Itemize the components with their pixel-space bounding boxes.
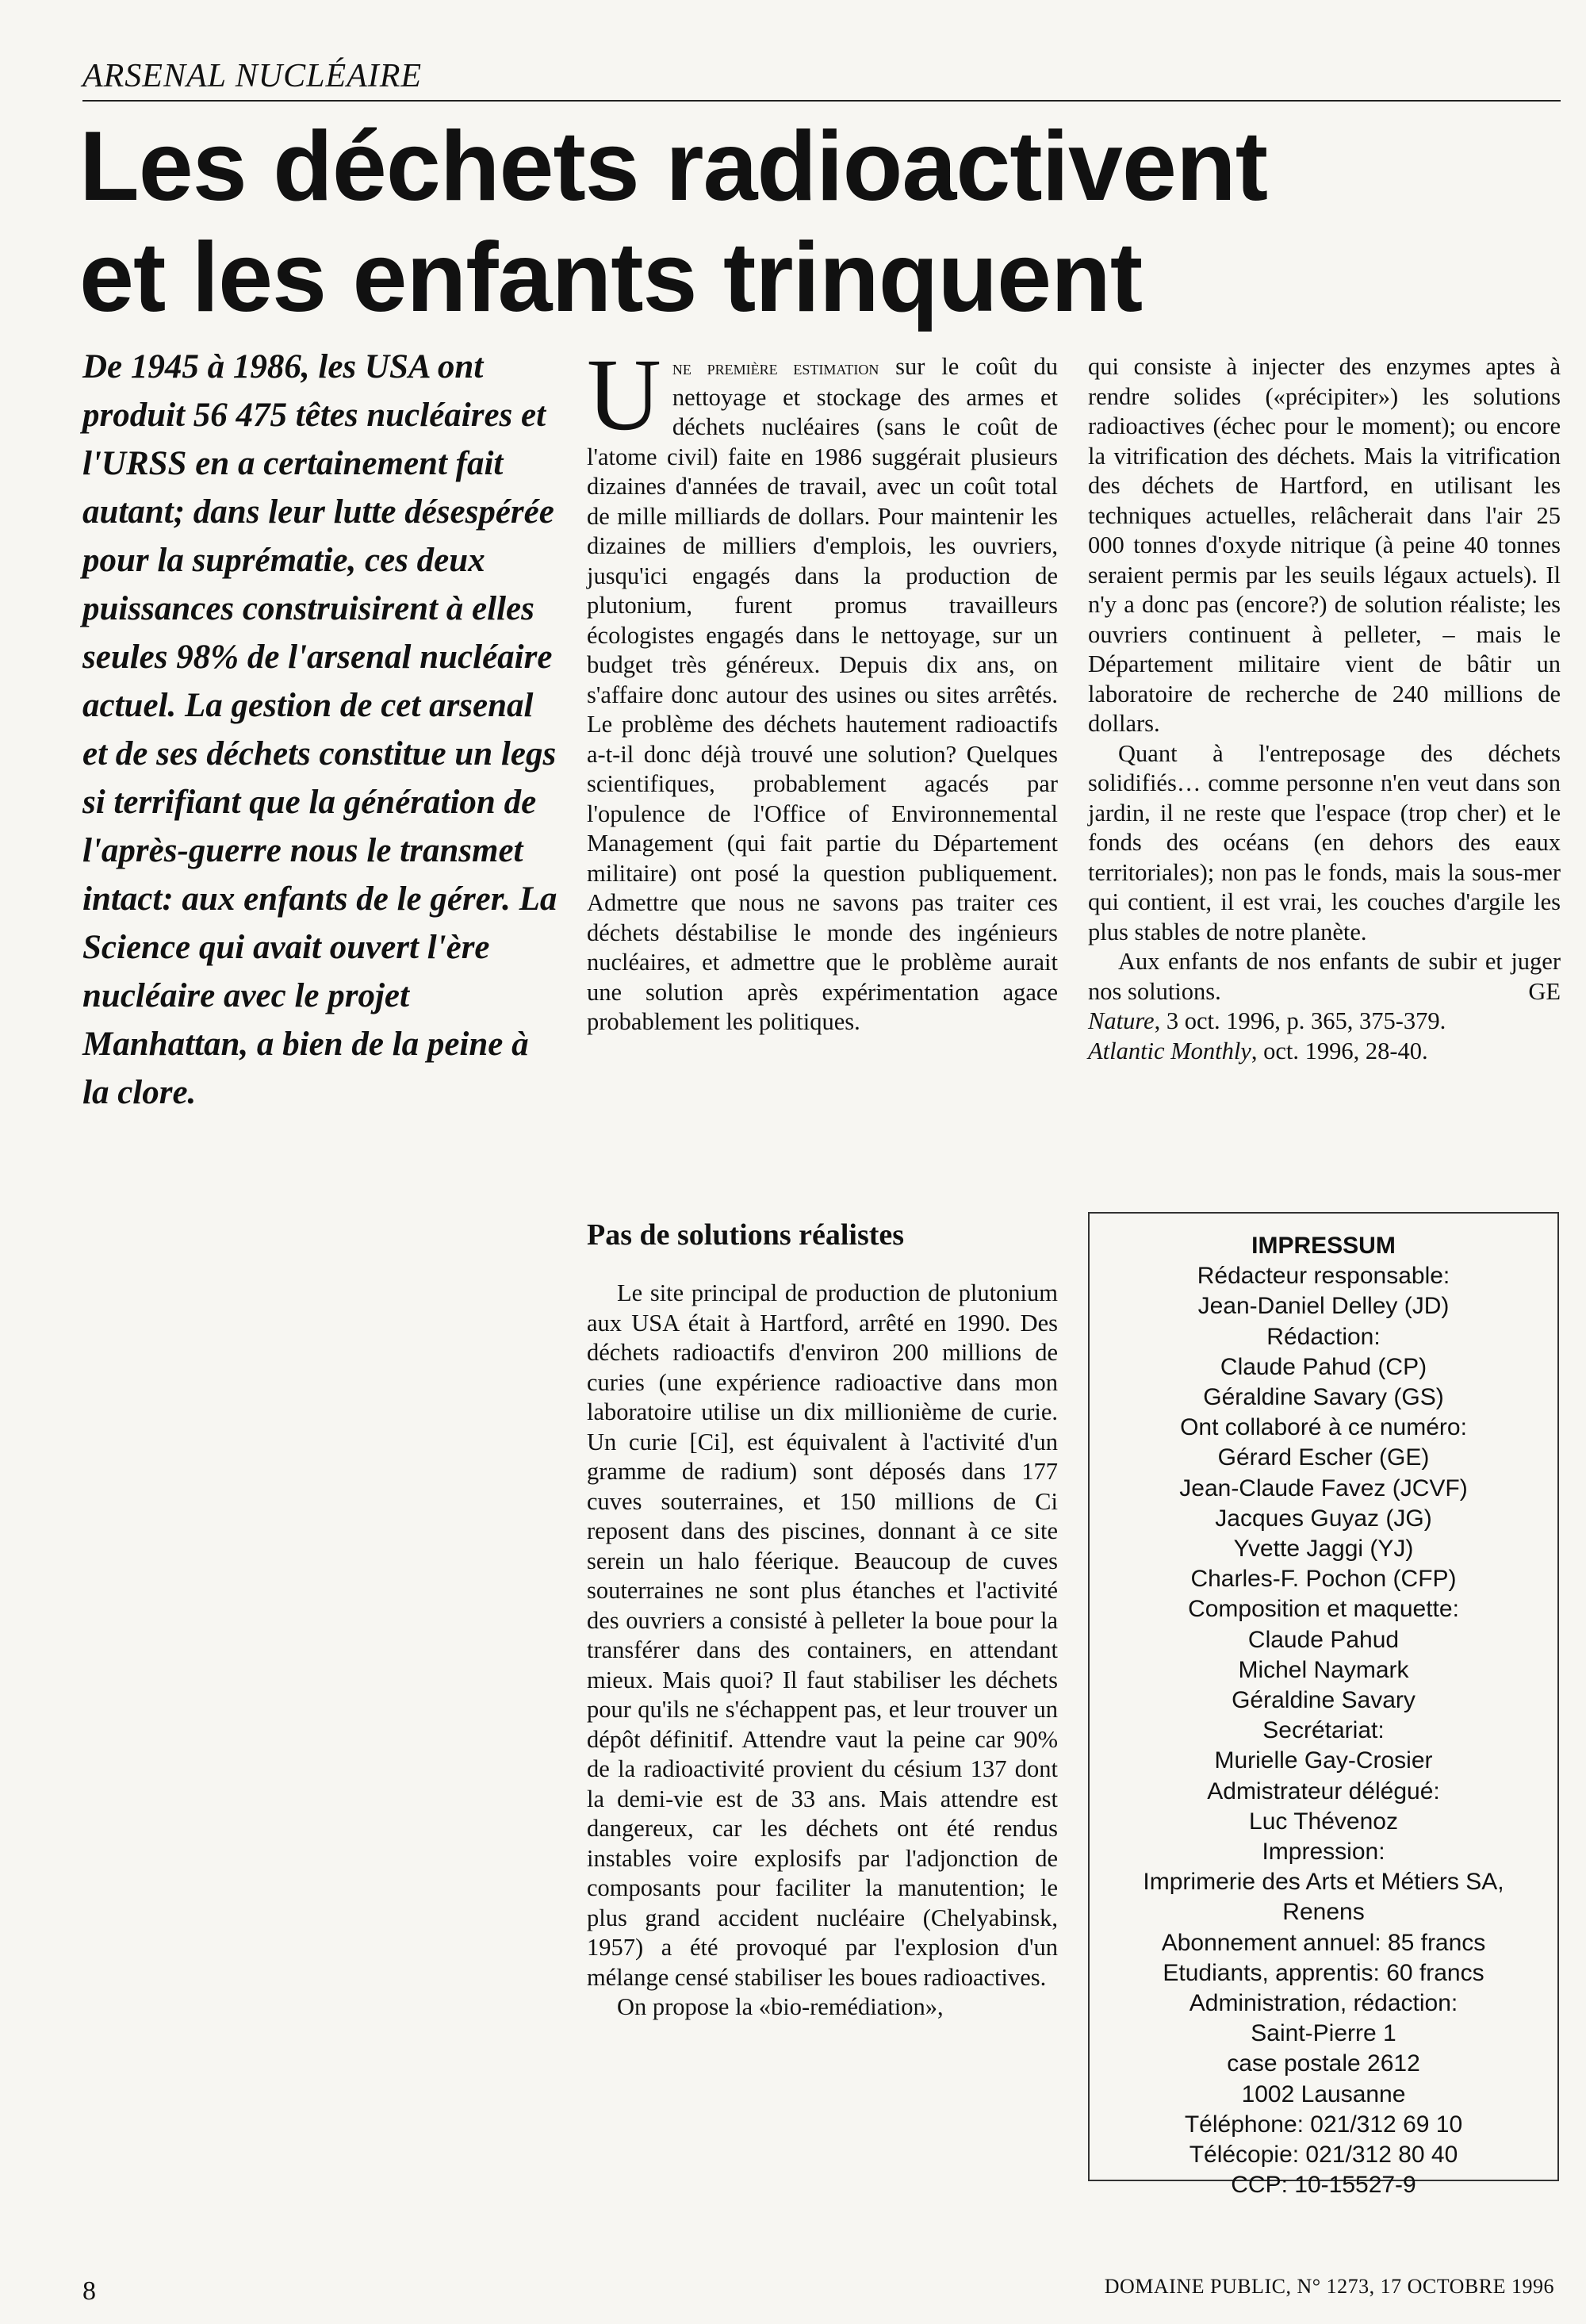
article-paragraph-3-cont: qui consiste à injecter des enzymes aptes à rendre solides («précipiter») les solutions radioactives (échec pour le moment); ou encore la vitrification des déchets. Mais la vitrification des déchets de Hartford, en utilisant les techniques actuelles, relâcherait dans l'air 25 000 tonnes d'oxyde nitrique (à peine 40 tonnes seraient permis par les seuils légaux actuels). Il n'y a donc pas (encore?) de solution réaliste; les ouvriers continuent à pelleter, – mais le Département militaire vient de bâtir un laboratoire de recherche de 240 millions de dollars. — [1088, 353, 1561, 737]
impressum-line: Michel Naymark — [1238, 1656, 1409, 1683]
article-paragraph-5 — [1088, 947, 1561, 1007]
article-paragraph-3-start: On propose la «bio-remédiation», — [617, 1993, 944, 2020]
publication-footer: DOMAINE PUBLIC, N° 1273, 17 OCTOBRE 1996 — [1104, 2275, 1554, 2298]
impressum-line: Yvette Jaggi (YJ) — [1233, 1536, 1414, 1563]
impressum-line: Impression: — [1262, 1839, 1385, 1866]
source-nature — [1088, 1007, 1561, 1037]
impressum-line: Rédaction: — [1266, 1323, 1381, 1350]
impressum-box — [1088, 1212, 1559, 2199]
author-signature: GE — [1528, 977, 1561, 1005]
article-paragraph-1 — [587, 338, 1058, 1037]
impressum-line: Jacques Guyaz (JG) — [1215, 1505, 1432, 1532]
paragraph-5-text: Aux enfants de nos enfants de subir et juger nos solutions. — [1088, 948, 1561, 1005]
opening-smallcaps: ne première estimation — [672, 356, 879, 379]
section-rubric: ARSENAL NUCLÉAIRE — [82, 58, 423, 94]
impressum-line: Géraldine Savary (GS) — [1203, 1384, 1444, 1411]
article-column-1-lower — [587, 1279, 1058, 2023]
impressum-title: IMPRESSUM — [1251, 1233, 1396, 1259]
impressum-line: Gérard Escher (GE) — [1217, 1444, 1430, 1471]
impressum-line: Saint-Pierre 1 — [1251, 2020, 1396, 2047]
impressum-line: Murielle Gay-Crosier — [1214, 1747, 1433, 1774]
headline-line-2: et les enfants trinquent — [79, 223, 1143, 332]
impressum-line: Charles-F. Pochon (CFP) — [1190, 1566, 1457, 1593]
impressum-line: Imprimerie des Arts et Métiers SA, — [1143, 1869, 1504, 1896]
impressum-line: Luc Thévenoz — [1249, 1808, 1398, 1835]
impressum-line: Claude Pahud — [1247, 1626, 1400, 1653]
impressum-line: Secrétariat: — [1262, 1717, 1385, 1744]
impressum-line: Téléphone: 021/312 69 10 — [1184, 2111, 1463, 2138]
source-atlantic — [1088, 1037, 1561, 1067]
lead-paragraph: De 1945 à 1986, les USA ont produit 56 475 têtes nucléaires et l'URSS en a certainement fait autant; dans leur lutte désespérée pour la suprématie, ces deux puissances construisirent à elles seules 98% de l'arsenal nucléaire actuel. La gestion de cet arsenal et de ses déchets constitue un legs si terrifiant que la génération de l'après-guerre nous le transmet intact: aux enfants de le gérer. La Science qui avait ouvert l'ère nucléaire avec le projet Manhattan, a bien de la peine à la clore. — [82, 348, 557, 1111]
impressum-line: Composition et maquette: — [1188, 1596, 1459, 1623]
drop-cap: U — [587, 338, 661, 452]
impressum-line: 1002 Lausanne — [1241, 2080, 1406, 2107]
impressum-line: Admistrateur délégué: — [1207, 1778, 1440, 1804]
impressum-line: CCP: 10-15527-9 — [1231, 2172, 1416, 2199]
headline-line-1: Les déchets radioactivent — [79, 112, 1267, 221]
impressum-line: case postale 2612 — [1227, 2050, 1420, 2077]
impressum-line: Abonnement annuel: 85 francs — [1161, 1929, 1486, 1956]
impressum-line: Géraldine Savary — [1232, 1687, 1416, 1714]
article-paragraph-2: Le site principal de production de plutonium aux USA était à Hartford, arrêté en 1990. Des déchets radioactifs d'environ 200 millions de curies (une expérience radioactive dans mon laboratoire utilise un dix millionième de curie. Un curie [Ci], est équivalent à l'activité d'un gramme de radium) sont déposés dans 177 cuves souterraines, et 150 millions de Ci reposent dans des piscines, donnant à ce site serein un halo féerique. Beaucoup de cuves souterraines ne sont plus étanches et l'activité des ouvriers a consisté à pelleter la boue pour la transférer dans des containers, en attendant mieux. Mais quoi? Il faut stabiliser les déchets pour qu'ils ne s'échappent pas, et leur trouver un dépôt définitif. Attendre vaut la peine car 90% de la radioactivité provient du césium 137 dont la demi-vie est de 33 ans. Mais attendre est dangereux, car les déchets ont été rendus instables voire explosifs par l'adjonction de composants pour faciliter la manutention; le plus grand accident nucléaire (Chelyabinsk, 1957) a été provoqué par l'explosion d'un mélange censé stabiliser les boues radioactives. — [587, 1279, 1058, 1991]
source-1-details: , 3 oct. 1996, p. 365, 375-379. — [1154, 1007, 1446, 1034]
impressum-line: Claude Pahud (CP) — [1220, 1353, 1427, 1380]
impressum-line: Jean-Daniel Delley (JD) — [1197, 1293, 1450, 1320]
impressum-line: Administration, rédaction: — [1189, 1990, 1458, 2017]
article-column-1 — [587, 338, 1058, 1037]
impressum-line: Renens — [1282, 1899, 1365, 1926]
paragraph-1-text: sur le coût du nettoyage et stockage des armes et déchets nucléaires (sans le coût de l'atome civil) faite en 1986 suggérait plusieurs dizaines d'années de travail, avec un coût total de mille milliards de dollars. Pour maintenir les dizaines de milliers d'emplois, les ouvriers, jusqu'ici engagés dans la production de plutonium, furent promus travailleurs écologistes engagés dans le nettoyage, sur un budget très généreux. Depuis dix ans, on s'affaire donc autour des usines ou sites arrêtés. Le problème des déchets hautement radioactifs a-t-il donc déjà trouvé une solution? Quelques scientifiques, probablement agacés par l'opulence de l'Office of Environnemental Management (qui fait partie du Département militaire) ont posé la question publiquement. Admettre que nous ne savons pas traiter ces déchets déstabilise le monde des ingénieurs nucléaires, et admettre que le problème aurait une solution après expérimentation agace probablement les politiques. — [587, 353, 1058, 1035]
source-1-title: Nature — [1088, 1007, 1155, 1034]
impressum-line: Ont collaboré à ce numéro: — [1180, 1414, 1467, 1441]
article-paragraph-4: Quant à l'entreposage des déchets solidifiés… comme personne n'en veut dans son jardin, il ne reste que l'espace (trop cher) et le fonds des océans (en dehors des eaux territoriales); non pas le fonds, mais la sous-mer qui contient, il est vrai, les couches d'argile les plus stables de notre planète. — [1088, 739, 1561, 945]
impressum-line: Télécopie: 021/312 80 40 — [1189, 2142, 1458, 2169]
source-2-details: , oct. 1996, 28-40. — [1251, 1037, 1428, 1064]
impressum-line: Etudiants, apprentis: 60 francs — [1163, 1959, 1484, 1986]
rubric-divider — [82, 100, 1561, 102]
source-2-title: Atlantic Monthly — [1088, 1037, 1251, 1064]
impressum-line: Jean-Claude Favez (JCVF) — [1179, 1475, 1468, 1501]
subheading: Pas de solutions réalistes — [587, 1218, 905, 1252]
article-column-2 — [1088, 352, 1561, 1066]
article-headline — [79, 111, 1269, 333]
impressum-line: Rédacteur responsable: — [1197, 1263, 1450, 1290]
page-number: 8 — [82, 2276, 96, 2306]
